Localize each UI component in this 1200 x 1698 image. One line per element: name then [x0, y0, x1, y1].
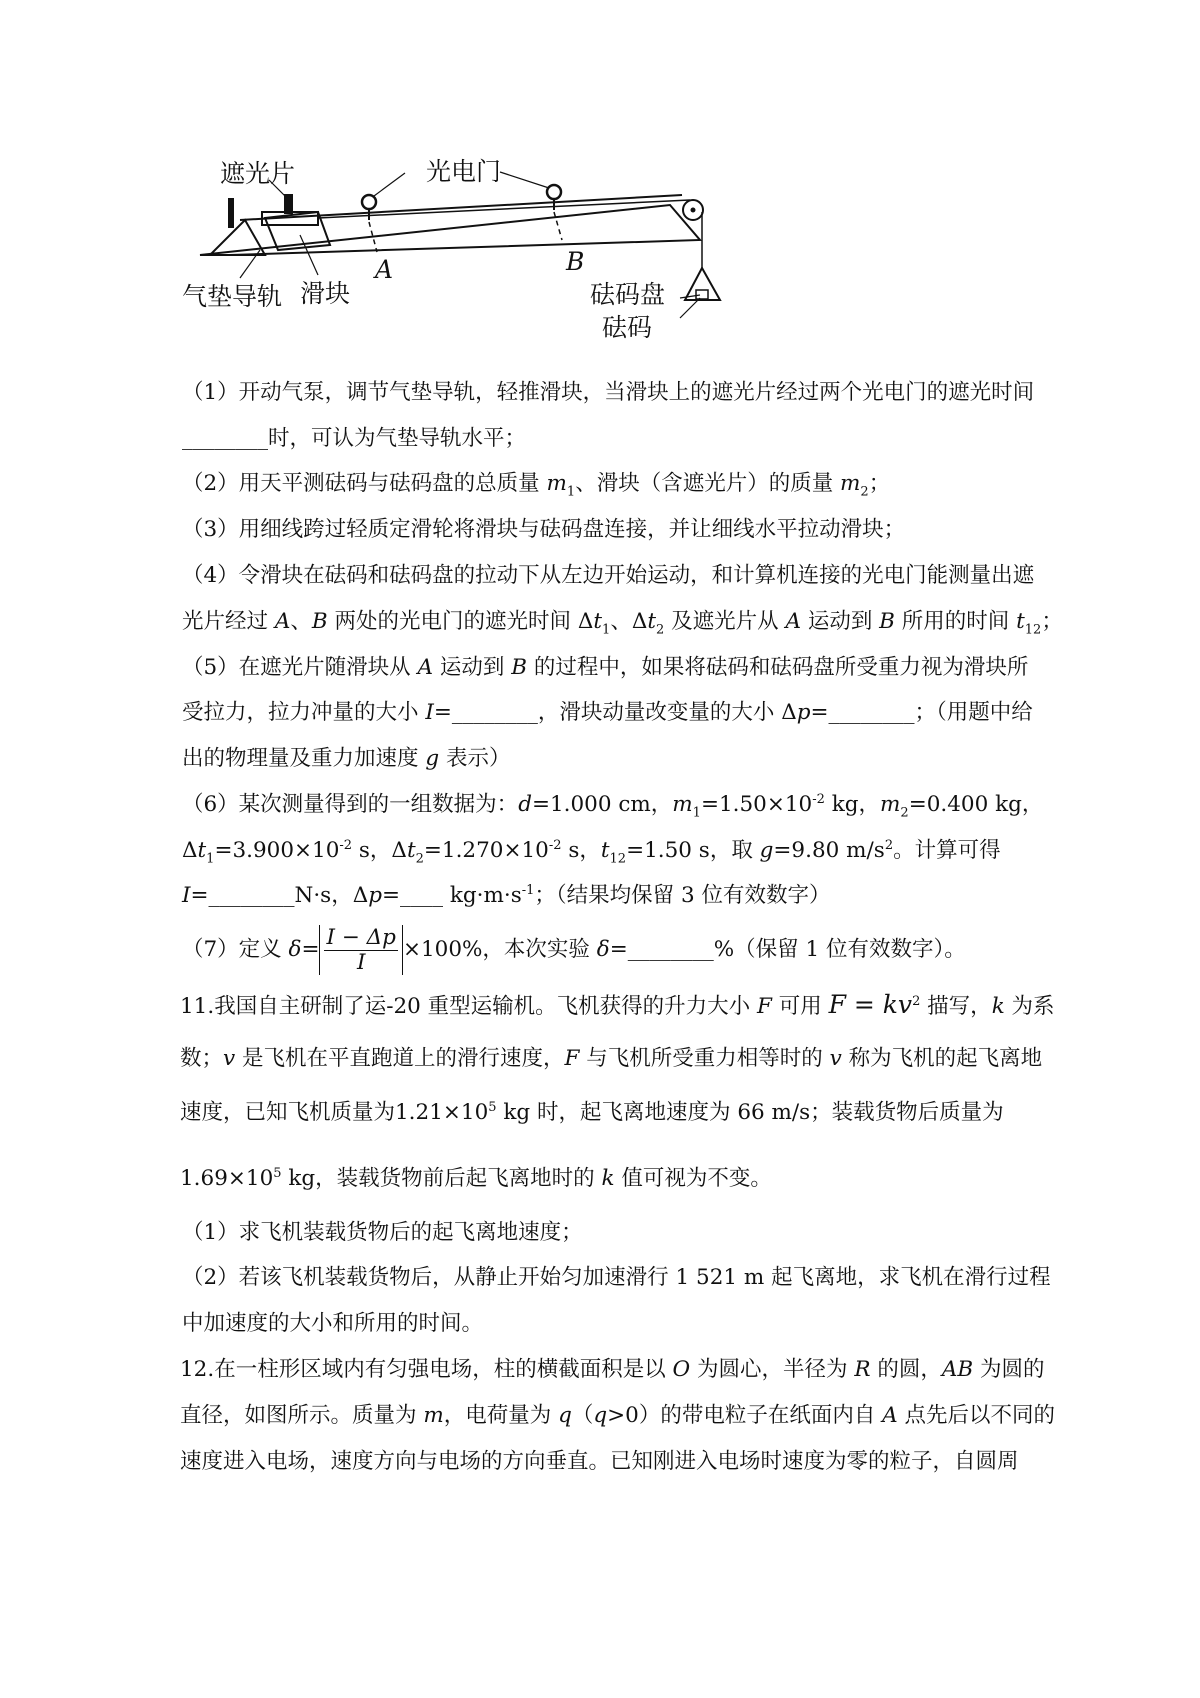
air-track-diagram — [170, 150, 810, 380]
q11-line4: $1.69\times 10^5$ kg，装载货物前后起飞离地时的 k 值可视为不变。 — [180, 1165, 772, 1191]
delta-fraction: $\frac{I - \Delta p}{I}$ — [326, 924, 396, 975]
photogate-a-icon — [362, 195, 376, 209]
point-a-label: A — [375, 255, 394, 284]
q10-step1-line2: ________时，可认为气垫导轨水平； — [182, 426, 527, 451]
weight-icon — [696, 290, 708, 299]
left-post — [228, 198, 234, 228]
track-label: 气垫导轨 — [182, 282, 283, 311]
q10-step4-line2: 光片经过 A、B 两处的光电门的遮光时间 $\Delta t_1$、$\Delta t_2$ 及遮光片从 A 运动到 B 所用的时间 $t_{12}$； — [182, 609, 1063, 638]
q10-step5-line2: 受拉力，拉力冲量的大小 I=________，滑块动量改变量的大小 Δp=________；（用题中给 — [182, 700, 1033, 725]
slider-label: 滑块 — [300, 279, 351, 308]
q10-step3: （3）用细线跨过轻质定滑轮将滑块与砝码盘连接，并让细线水平拉动滑块； — [182, 517, 906, 542]
pan-label: 砝码盘 — [590, 280, 666, 309]
abs-value-bars — [319, 925, 402, 975]
shade-strip — [284, 194, 293, 214]
q10-step6-line2: $\Delta t_1=3.900\times 10^{-2}$ s，$\Delta t_2=1.270\times 10^{-2}$ s，$t_{12}=1.50$ s，取 g=9.80 $m/s^2$。计算可得 — [182, 837, 1001, 867]
point-b-label: B — [566, 247, 585, 276]
q10-step5-line1: （5）在遮光片随滑块从 A 运动到 B 的过程中，如果将砝码和砝码盘所受重力视为滑块所 — [182, 655, 1029, 680]
photogate-b-icon — [547, 185, 561, 199]
shade-label: 遮光片 — [220, 159, 296, 188]
air-track-top-edge — [240, 195, 682, 220]
q12-line2: 直径，如图所示。质量为 m，电荷量为 q（q>0）的带电粒子在纸面内自 A 点先后以不同的 — [180, 1403, 1056, 1428]
q11-part1: （1）求飞机装载货物后的起飞离地速度； — [182, 1220, 583, 1245]
q12-line3: 速度进入电场，速度方向与电场的方向垂直。已知刚进入电场时速度为零的粒子，自圆周 — [180, 1449, 1019, 1474]
weight-pan-icon — [685, 268, 720, 300]
q11-line1: 11.我国自主研制了运-20 重型运输机。飞机获得的升力大小 F 可用 $F = kv^2$ 描写，k 为系 — [180, 990, 1055, 1019]
photogate-label: 光电门 — [426, 157, 502, 186]
q11-part2-line2: 中加速度的大小和所用的时间。 — [182, 1311, 484, 1336]
q10-step6-line3: I=________N·s，Δp=____ $kg\cdot m\cdot s^{-1}$；（结果均保留 3 位有效数字） — [182, 882, 831, 908]
q10-step6-line1: （6）某次测量得到的一组数据为：d=1.000 cm，$m_1=1.50\times 10^{-2}$ kg，$m_2=0.400$ kg， — [182, 791, 1044, 821]
q10-step2: （2）用天平测砝码与砝码盘的总质量 $m_1$、滑块（含遮光片）的质量 $m_2$； — [182, 471, 891, 500]
q11-line2: 数；v 是飞机在平直跑道上的滑行速度，F 与飞机所受重力相等时的 v 称为飞机的起飞离地 — [180, 1046, 1043, 1071]
q12-line1: 12.在一柱形区域内有匀强电场，柱的横截面积是以 O 为圆心，半径为 R 的圆，AB 为圆的 — [180, 1357, 1045, 1382]
weight-label: 砝码 — [602, 313, 653, 342]
q10-step1-line1: （1）开动气泵，调节气垫导轨，轻推滑块，当滑块上的遮光片经过两个光电门的遮光时间 — [182, 380, 1035, 405]
q11-line3: 速度，已知飞机质量为$1.21\times 10^5$ kg 时，起飞离地速度为 66 m/s；装载货物后质量为 — [180, 1099, 1004, 1125]
q10-step5-line3: 出的物理量及重力加速度 g 表示） — [182, 746, 511, 771]
q11-part2-line1: （2）若该飞机装载货物后，从静止开始匀加速滑行 1 521 m 起飞离地，求飞机在滑行过程 — [182, 1265, 1051, 1290]
q10-step4-line1: （4）令滑块在砝码和砝码盘的拉动下从左边开始运动，和计算机连接的光电门能测量出遮 — [182, 563, 1035, 588]
q10-step7: （7）定义 δ= $\frac{I - \Delta p}{I}$ ×100%，本次实验 δ=________%（保留 1 位有效数字）。 — [182, 924, 966, 975]
